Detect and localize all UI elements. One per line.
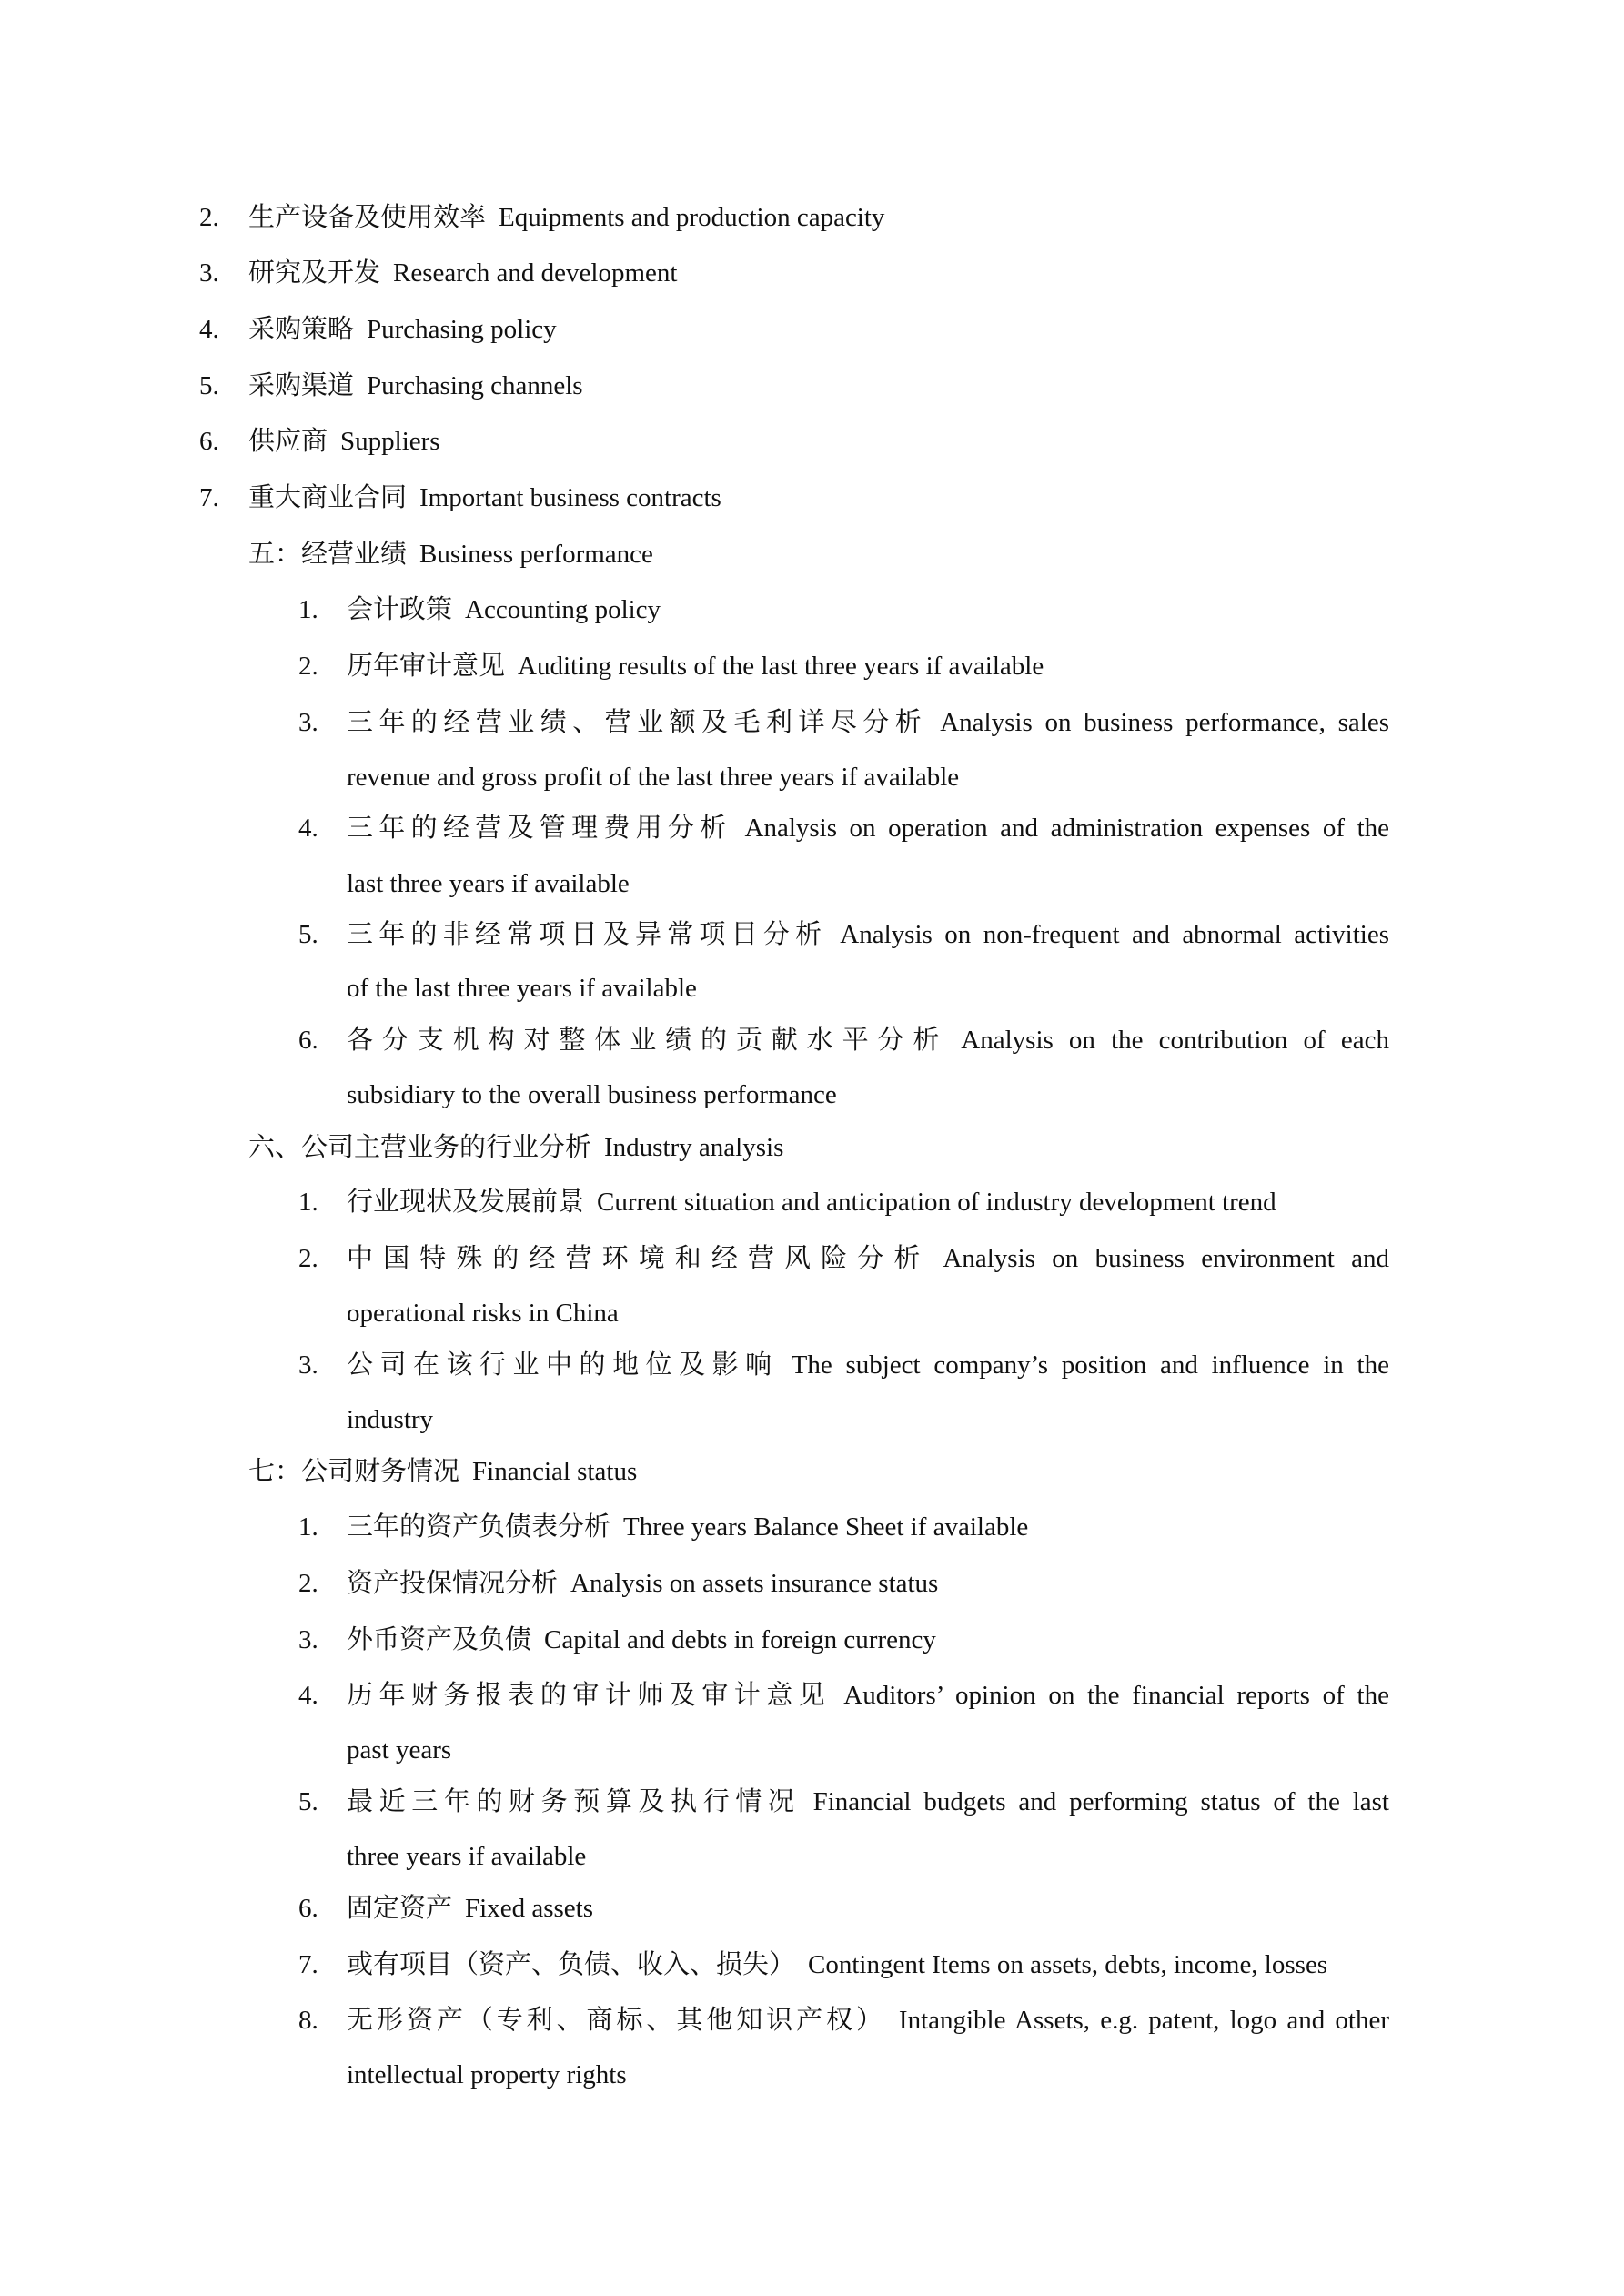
item-text — [248, 480, 721, 516]
item-text-en: Analysis on operation and administration expenses of the — [744, 814, 1389, 843]
item-text — [248, 368, 583, 404]
item-text-continuation: of the last three years if available — [347, 974, 697, 1003]
item-text-en: Fixed assets — [465, 1894, 593, 1923]
item-text-continuation: revenue and gross profit of the last three years if available — [347, 763, 960, 792]
item-text — [347, 810, 1389, 846]
item-text — [347, 1677, 1389, 1714]
item-text-zh: 采购策略 — [248, 315, 355, 344]
item-number: 3. — [199, 258, 219, 288]
item-number: 4. — [199, 315, 219, 344]
section-heading-zh: 五：经营业绩 — [248, 540, 408, 569]
item-number: 4. — [298, 814, 318, 843]
item-text-zh: 历年审计意见 — [347, 652, 506, 681]
item-text — [347, 648, 1044, 684]
item-text — [248, 255, 677, 291]
item-text — [347, 1184, 1276, 1220]
item-text-en: Important business contracts — [419, 483, 721, 512]
item-text-en: Analysis on business performance, sales — [940, 708, 1389, 737]
item-text-zh: 各分支机构对整体业绩的贡献水平分析 — [347, 1026, 949, 1055]
item-text-en: Equipments and production capacity — [499, 203, 885, 232]
item-text-zh: 采购渠道 — [248, 371, 355, 400]
item-text-zh: 重大商业合同 — [248, 483, 408, 512]
item-text-en: Accounting policy — [465, 595, 661, 624]
item-text-zh: 最近三年的财务预算及执行情况 — [347, 1787, 801, 1816]
item-number: 8. — [298, 2006, 318, 2035]
item-text — [347, 1622, 936, 1658]
section-heading-en: Financial status — [472, 1457, 638, 1486]
item-number: 6. — [199, 427, 219, 456]
item-text-zh: 三年的资产负债表分析 — [347, 1512, 611, 1542]
section-heading-text — [248, 536, 653, 572]
item-text — [347, 916, 1389, 953]
item-text-zh: 资产投保情况分析 — [347, 1569, 559, 1598]
item-text — [248, 199, 884, 236]
item-text-en: Intangible Assets, e.g. patent, logo and other — [898, 2006, 1389, 2035]
item-text — [347, 1890, 593, 1927]
item-text-en: Auditing results of the last three years if available — [518, 652, 1044, 681]
item-text-zh: 无形资产（专利、商标、其他知识产权） — [347, 2006, 886, 2035]
item-text-en: Purchasing channels — [367, 371, 583, 400]
item-text-zh: 行业现状及发展前景 — [347, 1188, 585, 1217]
item-text — [347, 1784, 1389, 1820]
section-heading-text — [248, 1129, 783, 1166]
item-number: 5. — [199, 371, 219, 400]
item-text-en: Three years Balance Sheet if available — [623, 1512, 1029, 1542]
section-heading-text — [248, 1453, 637, 1490]
section-heading-zh: 六、公司主营业务的行业分析 — [248, 1133, 592, 1162]
item-number: 5. — [298, 920, 318, 949]
item-number: 2. — [199, 203, 219, 232]
item-text-en: Research and development — [393, 258, 678, 288]
item-text-continuation: subsidiary to the overall business performance — [347, 1080, 837, 1109]
item-text-en: Capital and debts in foreign currency — [544, 1625, 936, 1654]
item-number: 3. — [298, 1350, 318, 1380]
item-number: 3. — [298, 708, 318, 737]
item-text-zh: 或有项目（资产、负债、收入、损失） — [347, 1950, 796, 1979]
item-text-zh: 研究及开发 — [248, 258, 381, 288]
item-text-en: Analysis on non-frequent and abnormal activities — [840, 920, 1389, 949]
section-heading-en: Business performance — [419, 540, 653, 569]
item-text-en: Financial budgets and performing status of the last — [812, 1787, 1389, 1816]
item-text — [347, 592, 661, 628]
item-text-zh: 历年财务报表的审计师及审计意见 — [347, 1681, 832, 1710]
item-text-en: The subject company’s position and influence in the — [791, 1350, 1389, 1380]
item-text — [347, 1565, 938, 1602]
item-text — [347, 1947, 1327, 1983]
item-text-en: Auditors’ opinion on the financial reports of the — [843, 1681, 1389, 1710]
item-number: 1. — [298, 1512, 318, 1542]
item-number: 2. — [298, 652, 318, 681]
item-text-en: Analysis on the contribution of each — [961, 1026, 1389, 1055]
item-text-continuation: intellectual property rights — [347, 2060, 627, 2089]
item-text-continuation: three years if available — [347, 1842, 587, 1871]
item-number: 1. — [298, 595, 318, 624]
item-text — [248, 311, 557, 348]
item-text-zh: 公司在该行业中的地位及影响 — [347, 1350, 779, 1380]
item-text-continuation: past years — [347, 1735, 452, 1765]
item-text-zh: 固定资产 — [347, 1894, 453, 1923]
item-text — [347, 704, 1389, 741]
item-text-zh: 外币资产及负债 — [347, 1625, 532, 1654]
item-text-zh: 中国特殊的经营环境和经营风险分析 — [347, 1244, 931, 1273]
item-text-zh: 三年的经营业绩、营业额及毛利详尽分析 — [347, 708, 928, 737]
item-text-en: Suppliers — [340, 427, 440, 456]
item-text-en: Current situation and anticipation of industry development trend — [597, 1188, 1276, 1217]
item-text — [347, 1509, 1028, 1545]
item-text-en: Analysis on assets insurance status — [570, 1569, 939, 1598]
item-number: 2. — [298, 1244, 318, 1273]
item-number: 3. — [298, 1625, 318, 1654]
item-text-zh: 供应商 — [248, 427, 328, 456]
item-text — [347, 1347, 1389, 1383]
item-text — [248, 423, 440, 460]
item-text-continuation: industry — [347, 1405, 434, 1434]
item-text-zh: 生产设备及使用效率 — [248, 203, 487, 232]
item-text-continuation: last three years if available — [347, 869, 630, 898]
item-number: 4. — [298, 1681, 318, 1710]
item-number: 6. — [298, 1894, 318, 1923]
item-number: 2. — [298, 1569, 318, 1598]
item-text — [347, 2002, 1389, 2038]
item-text — [347, 1240, 1389, 1277]
item-text-zh: 会计政策 — [347, 595, 453, 624]
item-number: 7. — [199, 483, 219, 512]
item-text-en: Purchasing policy — [367, 315, 557, 344]
item-number: 5. — [298, 1787, 318, 1816]
item-number: 1. — [298, 1188, 318, 1217]
item-text — [347, 1022, 1389, 1058]
item-text-en: Contingent Items on assets, debts, income, losses — [808, 1950, 1328, 1979]
item-text-en: Analysis on business environment and — [943, 1244, 1389, 1273]
section-heading-zh: 七：公司财务情况 — [248, 1457, 460, 1486]
section-heading-en: Industry analysis — [604, 1133, 784, 1162]
item-text-zh: 三年的非经常项目及异常项目分析 — [347, 920, 828, 949]
item-text-continuation: operational risks in China — [347, 1299, 619, 1328]
item-number: 6. — [298, 1026, 318, 1055]
item-text-zh: 三年的经营及管理费用分析 — [347, 814, 732, 843]
item-number: 7. — [298, 1950, 318, 1979]
